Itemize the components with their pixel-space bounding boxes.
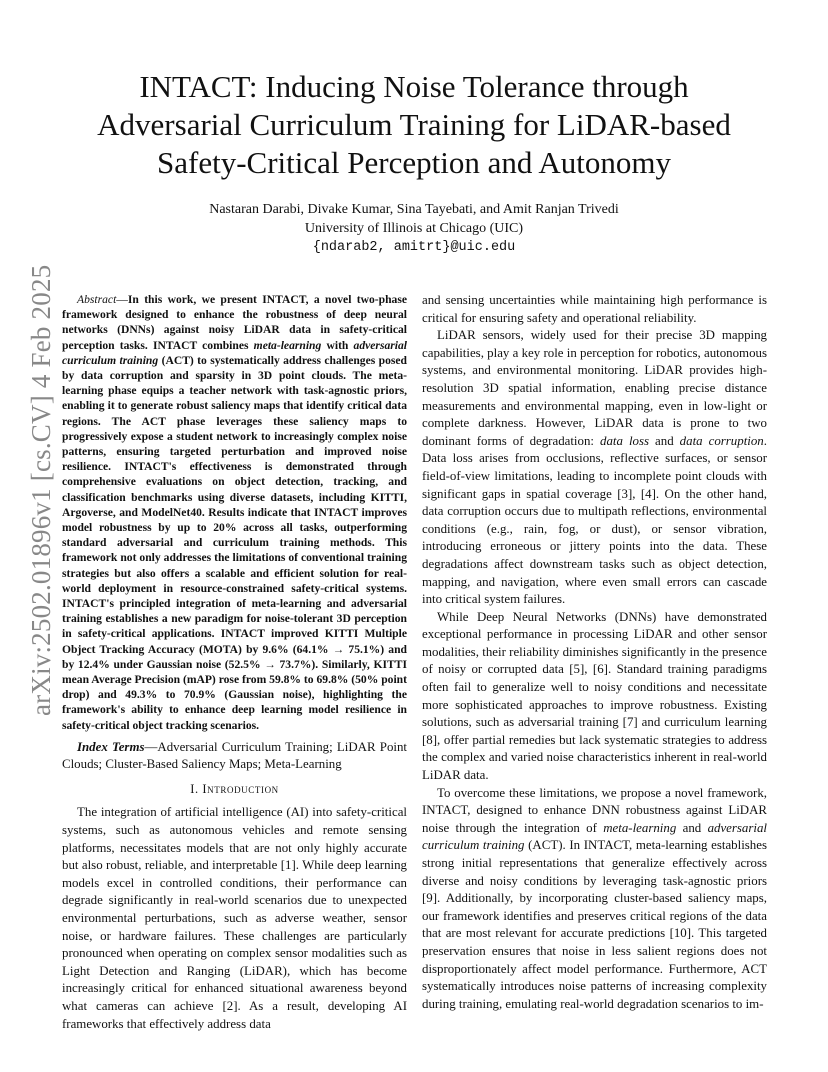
intro-paragraph-1-continued: and sensing uncertainties while maintaining high performance is critical for ensuring safety and operational reliability. [422,293,767,325]
abstract-emphasis-act: adversarial curriculum training [62,338,408,367]
lidar-emphasis-data-loss: data loss [600,433,650,448]
index-terms-text: —Adversarial Curriculum Training; LiDAR Point Clouds; Cluster-Based Saliency Maps; Meta-Learning [62,739,407,771]
abstract-text-2: with [321,338,354,352]
right-column [422,292,767,1013]
intro-paragraph-intact [422,785,767,1014]
abstract-dash: — [116,293,128,306]
lidar-text-1: LiDAR sensors, widely used for their precise 3D mapping capabilities, play a key role in perception for robotics, autonomous systems, and environmental monitoring. LiDAR provides high-resolution 3D spatial information, enabling precise distance measurements and environmental mapping, even in low-light or complete darkness. However, LiDAR data is prone to two dominant forms of degradation: [422,328,767,448]
section-heading-introduction: I. Introduction [190,781,279,796]
author-names: Nastaran Darabi, Divake Kumar, Sina Tayebati, and Amit Ranjan Trivedi [209,202,619,217]
arxiv-identifier-text: arXiv:2502.01896v1 [cs.CV] 4 Feb 2025 [26,264,56,716]
author-email: {ndarab2, amitrt}@uic.edu [312,240,516,255]
intact-text-1: To overcome these limitations, we propose a novel framework, INTACT, designed to enhance DNN robustness against LiDAR noise through the integration of [422,785,767,835]
author-affiliation: University of Illinois at Chicago (UIC) [304,221,524,236]
intact-text-2: and [676,820,708,835]
paper-title [60,68,768,182]
lidar-text-3: . Data loss arises from occlusions, reflective surfaces, or sensor field-of-view limitations, leading to incomplete point clouds with significant gaps in spatial coverage [3], [4]. On the other hand, data corruption occurs due to multipath reflections, environmental conditions (e.g., rain, fog, or dust), or sensor vibration, introducing erroneous or jittery points into the data. These degradations affect downstream tasks such as object detection, mapping, and navigation, where even small errors can cascade into critical system failures. [422,433,767,607]
abstract-text-1: In this work, we present INTACT, a novel two-phase framework designed to enhance the robustness of deep neural networks (DNNs) against noisy LiDAR data in safety-critical perception tasks. INTACT combines [62,293,407,352]
intro-paragraph-dnn: While Deep Neural Networks (DNNs) have demonstrated exceptional performance in processing LiDAR and other sensor modalities, their reliability diminishes significantly in the presence of noisy or corrupted data [5], [6]. Standard training paradigms often fail to generalize well to noisy conditions and necessitate more sophisticated approaches to improve robustness. Existing solutions, such as adversarial training [7] and curriculum learning [8], offer partial remedies but lack systematic strategies to address the complex and varied noise characteristics inherent in real-world LiDAR data. [422,609,767,783]
arxiv-identifier-stamp [24,264,56,716]
title-line-1: INTACT: Inducing Noise Tolerance through [139,69,689,104]
abstract-emphasis-meta-learning: meta-learning [253,338,322,352]
abstract-text-3: (ACT) to systematically address challenges posed by data corruption and sparsity in 3D point clouds. The meta-learning phase equips a teacher network with task-agnostic priors, enabling it to generate robust saliency maps that identify critical data regions. The ACT phase leverages these saliency maps to progressively expose a student network to increasingly complex noise patterns, ensuring targeted perturbation and improved noise resilience. INTACT's effectiveness is demonstrated through comprehensive evaluations on object detection, tracking, and classification benchmarks using diverse datasets, including KITTI, Argoverse, and ModelNet40. Results indicate that INTACT improves model robustness by up to 20% across all tasks, outperforming standard adversarial and curriculum training methods. This framework not only addresses the limitations of conventional training strategies but also offers a scalable and efficient solution for real-world deployment in resource-constrained safety-critical systems. INTACT's principled integration of meta-learning and adversarial training establishes a new paradigm for noise-tolerant 3D perception in safety-critical applications. INTACT improved KITTI Multiple Object Tracking Accuracy (MOTA) by 9.6% (64.1% → 75.1%) and by 12.4% under Gaussian noise (52.5% → 73.7%). Similarly, KITTI mean Average Precision (mAP) rose from 59.8% to 69.8% (50% point drop) and 49.3% to 70.9% (Gaussian noise), highlighting the framework's ability to enhance deep learning model resilience in safety-critical object tracking scenarios. [62,353,407,732]
index-terms-label: Index Terms [77,739,145,754]
title-line-3: Safety-Critical Perception and Autonomy [157,145,671,180]
left-column [62,292,407,1033]
index-terms [62,739,407,773]
title-line-2: Adversarial Curriculum Training for LiDAR-based [97,107,731,142]
lidar-emphasis-data-corruption: data corruption [679,433,764,448]
intact-emphasis-act: adversarial curriculum training [422,820,767,853]
abstract [62,292,407,733]
intact-text-3: (ACT). In INTACT, meta-learning establishes strong initial representations that generalize effectively across diverse and noisy conditions by leveraging task-agnostic priors [9]. Additionally, by incorporating cluster-based saliency maps, our framework identifies and preserves critical regions of the data that are most relevant for accurate predictions [10]. This targeted preservation ensures that noise in less salient regions does not disproportionately affect model performance. Furthermore, ACT systematically introduces noise patterns of increasing complexity during training, emulating real-world degradation scenarios to im- [422,838,767,1011]
author-block [60,200,768,257]
abstract-label: Abstract [77,293,117,306]
lidar-text-2: and [649,433,680,448]
intact-emphasis-meta-learning: meta-learning [603,820,677,835]
intro-paragraph-lidar [422,327,767,609]
intro-paragraph-1: The integration of artificial intelligence (AI) into safety-critical systems, such as autonomous vehicles and remote sensing platforms, necessitates models that are not only highly accurate but also robust, reliable, and interpretable [1]. While deep learning models excel in controlled conditions, their performance can degrade significantly in real-world scenarios due to unexpected environmental perturbations, such as adverse weather, sensor noise, or hardware failures. These challenges are particularly pronounced when operating on complex sensor modalities such as Light Detection and Ranging (LiDAR), which has become increasingly critical for enhanced situational awareness beyond what cameras can achieve [2]. As a result, developing AI frameworks that effectively address data [62,805,407,1031]
